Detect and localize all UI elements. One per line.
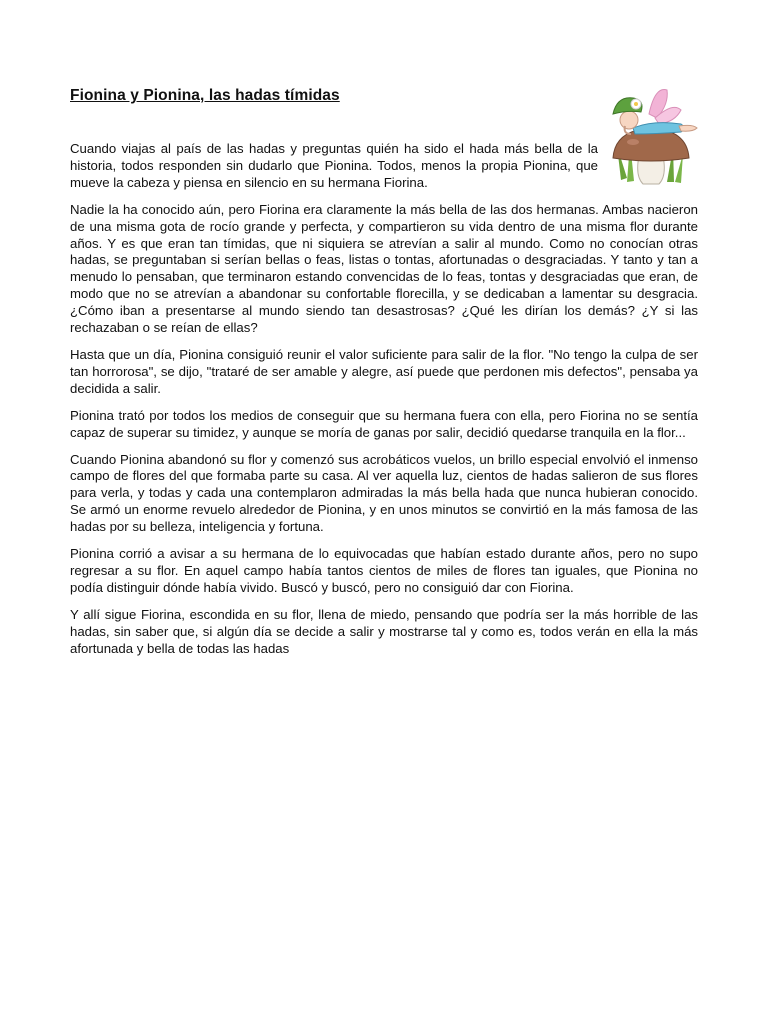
paragraph-6: Pionina corrió a avisar a su hermana de lo equivocadas que habían estado durante años, pero no supo regresar a su flor. En aquel campo había tantos cientos de miles de flores tan iguales, que Pionina no podía distinguir dónde había vivido. Buscó y buscó, pero no consiguió dar con Fiorina. (70, 546, 698, 595)
story-title: Fionina y Pionina, las hadas tímidas (70, 87, 340, 104)
paragraph-2: Nadie la ha conocido aún, pero Fiorina era claramente la más bella de las dos hermanas. Ambas nacieron de una misma gota de rocío grande y perfecta, y compartieron su vida dentro de una misma flor durante años. Y es que eran tan tímidas, que ni siquiera se atrevían a salir al mundo. Como no conocían otras hadas, se preguntaban si serían bellas o feas, listas o tontas, afortunadas o desgraciadas. Y tanto y tan a menudo lo pensaban, que terminaron estando convencidas de lo feas, tontas y desgraciadas que eran, de modo que no se atrevían a abandonar su confortable florecilla, y se dedicaban a lamentar su desgracia. ¿Cómo iban a presentarse al mundo siendo tan desastrosas? ¿Qué les dirían los demás? ¿Y si las rechazaban o se reían de ellas? (70, 201, 698, 336)
story-body (70, 141, 698, 667)
paragraph-1: Cuando viajas al país de las hadas y preguntas quién ha sido el hada más bella de la historia, todos responden sin dudarlo que Pionina. Todos, menos la propia Pionina, que mueve la cabeza y piensa en silencio en su hermana Fiorina. (70, 141, 598, 190)
paragraph-7: Y allí sigue Fiorina, escondida en su flor, llena de miedo, pensando que podría ser la más horrible de las hadas, sin saber que, si algún día se decide a salir y mostrarse tal y como es, todos verán en ella la más afortunada y bella de todas las hadas (70, 606, 698, 656)
paragraph-4: Pionina trató por todos los medios de conseguir que su hermana fuera con ella, pero Fiorina no se sentía capaz de superar su timidez, y aunque se moría de ganas por salir, decidió quedarse tranquila en la flor... (70, 407, 698, 440)
paragraph-3: Hasta que un día, Pionina consiguió reunir el valor suficiente para salir de la flor. "No tengo la culpa de ser tan horrorosa", se dijo, "trataré de ser amable y alegre, así puede que perdonen mis defectos", pensaba ya decidida a salir. (70, 346, 698, 396)
paragraph-5: Cuando Pionina abandonó su flor y comenzó sus acrobáticos vuelos, un brillo especial envolvió el inmenso campo de flores del que formaba parte su casa. Al ver aquella luz, cientos de hadas salieron de sus flores para verla, y todas y cada una contemplaron admiradas la más bella hada que nunca hubieran conocido. Se armó un enorme revuelo alrededor de Pionina, y en unos minutos se convirtió en la más famosa de las hadas por su belleza, inteligencia y fortuna. (70, 451, 698, 535)
